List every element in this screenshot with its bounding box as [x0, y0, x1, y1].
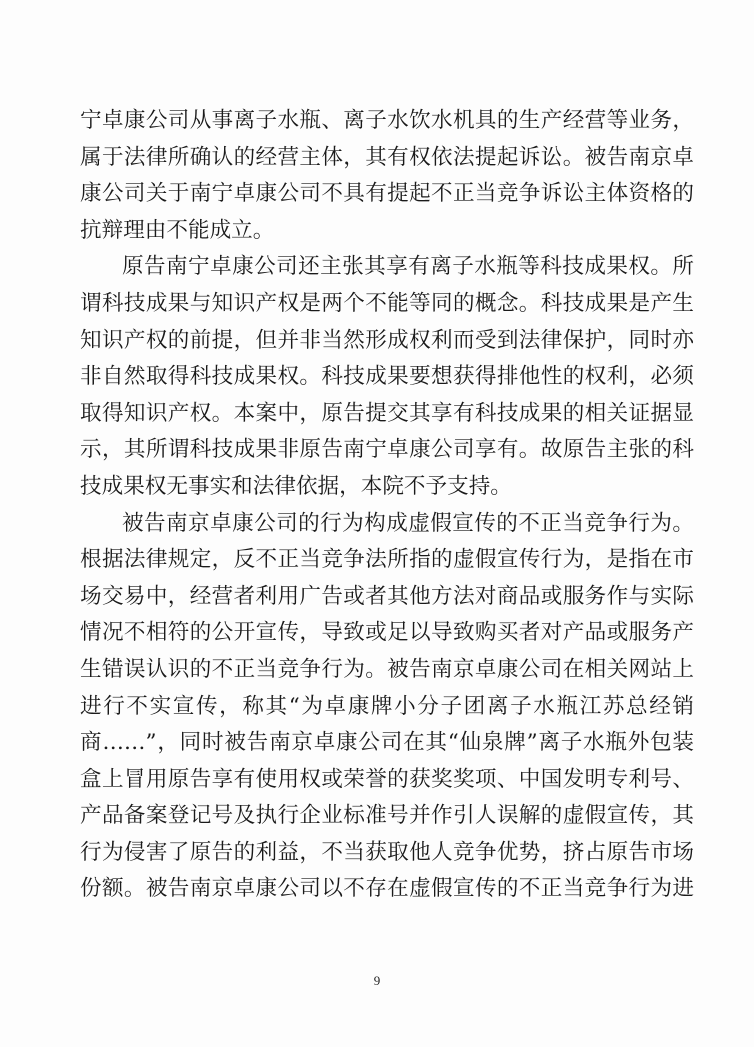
- text-line: 商……”，同时被告南京卓康公司在其“仙泉牌”离子水瓶外包装: [80, 730, 694, 756]
- text-line: 属于法律所确认的经营主体，其有权依法提起诉讼。被告南京卓: [80, 144, 694, 170]
- text-line: 原告南宁卓康公司还主张其享有离子水瓶等科技成果权。所: [122, 254, 694, 280]
- text-line: 根据法律规定，反不正当竞争法所指的虚假宣传行为，是指在市: [80, 547, 694, 573]
- text-line: 被告南京卓康公司的行为构成虚假宣传的不正当竞争行为。: [122, 510, 694, 536]
- text-line: 场交易中，经营者利用广告或者其他方法对商品或服务作与实际: [80, 583, 694, 609]
- text-line: 宁卓康公司从事离子水瓶、离子水饮水机具的生产经营等业务，: [80, 108, 694, 133]
- text-line: 盒上冒用原告享有使用权或荣誉的获奖奖项、中国发明专利号、: [80, 766, 694, 792]
- text-line: 示，其所谓科技成果非原告南宁卓康公司享有。故原告主张的科: [80, 437, 694, 463]
- text-line: 康公司关于南宁卓康公司不具有提起不正当竞争诉讼主体资格的: [80, 181, 694, 207]
- text-line: 取得知识产权。本案中，原告提交其享有科技成果的相关证据显: [80, 400, 694, 426]
- text-line: 行为侵害了原告的利益，不当获取他人竞争优势，挤占原告市场: [80, 839, 694, 865]
- text-line: 生错误认识的不正当竞争行为。被告南京卓康公司在相关网站上: [80, 656, 694, 682]
- text-line: 知识产权的前提，但并非当然形成权利而受到法律保护，同时亦: [80, 327, 694, 353]
- text-line: 份额。被告南京卓康公司以不存在虚假宣传的不正当竞争行为进: [80, 876, 694, 902]
- text-line: 技成果权无事实和法律依据，本院不予支持。: [80, 473, 512, 499]
- text-line: 非自然取得科技成果权。科技成果要想获得排他性的权利，必须: [80, 364, 694, 390]
- text-line: 进行不实宣传，称其“为卓康牌小分子团离子水瓶江苏总经销: [80, 693, 694, 719]
- text-line: 情况不相符的公开宣传，导致或足以导致购买者对产品或服务产: [80, 620, 694, 646]
- text-line: 谓科技成果与知识产权是两个不能等同的概念。科技成果是产生: [80, 290, 694, 316]
- page-number: 9: [373, 973, 381, 988]
- document-body: [80, 103, 694, 908]
- text-line: 抗辩理由不能成立。: [80, 217, 275, 243]
- text-line: 产品备案登记号及执行企业标准号并作引人误解的虚假宣传，其: [80, 803, 694, 829]
